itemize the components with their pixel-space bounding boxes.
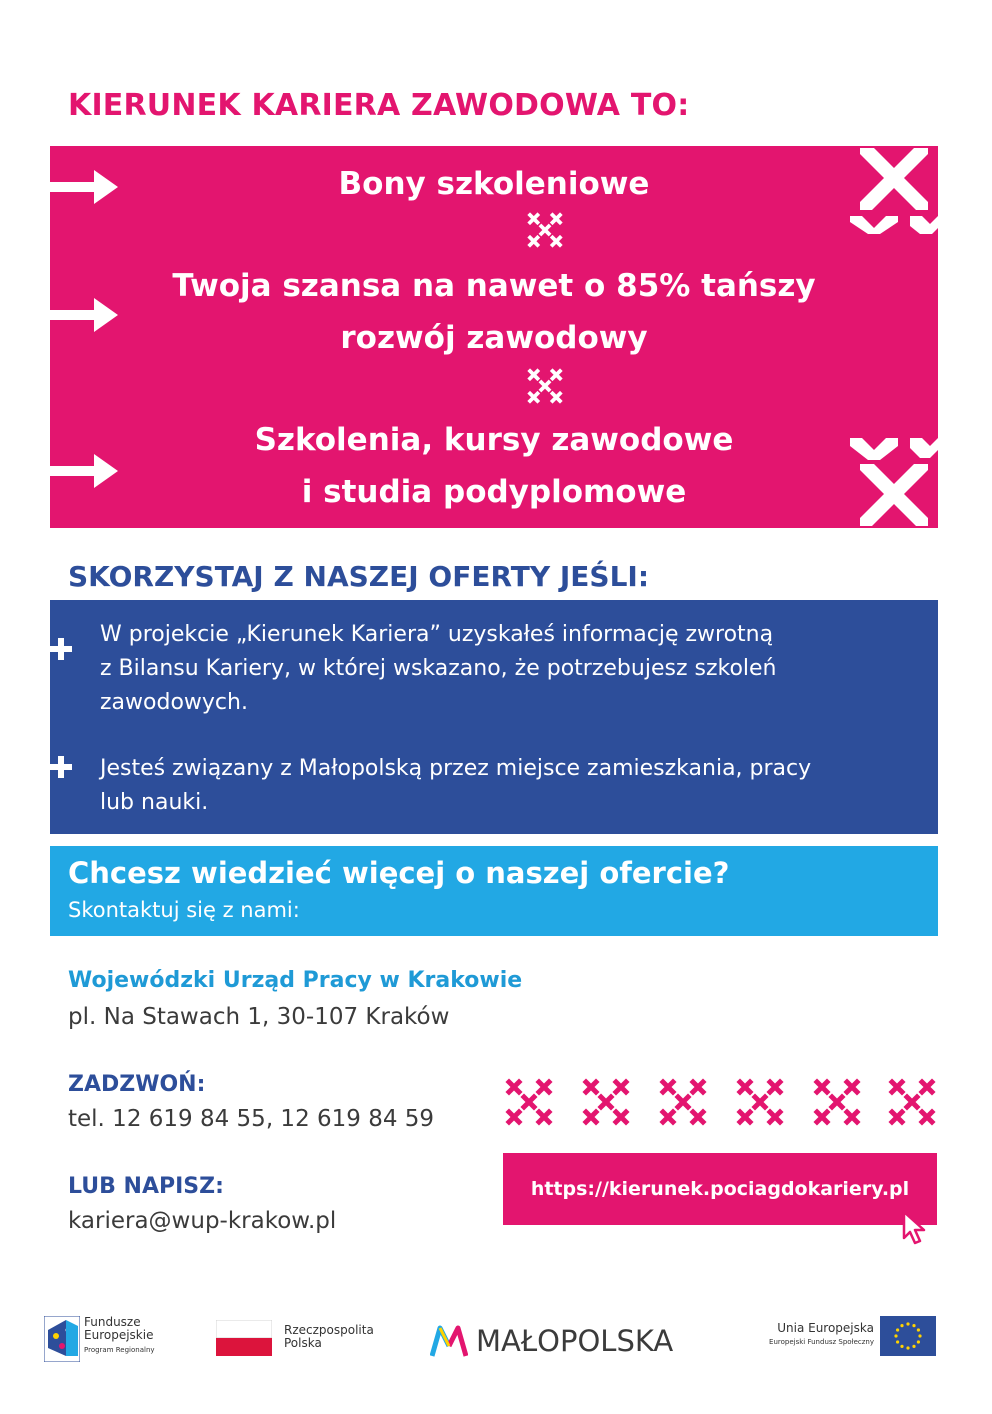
offer-conditions-panel bbox=[50, 600, 938, 834]
polish-flag-icon bbox=[216, 1320, 272, 1356]
contact-banner bbox=[50, 846, 938, 936]
contact-banner-subtitle: Skontaktuj się z nami: bbox=[68, 898, 300, 922]
page-title: KIERUNEK KARIERA ZAWODOWA TO: bbox=[68, 88, 690, 123]
benefit-vouchers: Bony szkoleniowe bbox=[338, 166, 650, 202]
write-label: LUB NAPISZ: bbox=[68, 1174, 224, 1199]
x-pattern-icon bbox=[582, 1078, 630, 1126]
benefit-training-line1: Szkolenia, kursy zawodowe bbox=[254, 422, 734, 458]
cursor-pointer-icon bbox=[902, 1210, 928, 1246]
x-pattern-icon bbox=[659, 1078, 707, 1126]
arrow-right-icon bbox=[48, 454, 118, 488]
condition-2-line2: lub nauki. bbox=[100, 790, 209, 815]
malopolska-m-icon bbox=[430, 1324, 468, 1358]
rp-line1: Rzeczpospolita bbox=[284, 1323, 374, 1337]
organization-name: Wojewódzki Urząd Pracy w Krakowie bbox=[68, 968, 523, 993]
ue-line1: Unia Europejska bbox=[777, 1321, 874, 1335]
x-pattern-icon bbox=[736, 1078, 784, 1126]
contact-banner-title: Chcesz wiedzieć więcej o naszej ofercie? bbox=[68, 856, 730, 890]
benefits-panel bbox=[50, 146, 938, 528]
benefit-training-line2: i studia podyplomowe bbox=[301, 474, 687, 510]
benefit-discount-line2: rozwój zawodowy bbox=[340, 320, 648, 356]
rp-line2: Polska bbox=[284, 1336, 322, 1350]
eu-flag-icon bbox=[880, 1316, 936, 1356]
x-pattern-icon bbox=[813, 1078, 861, 1126]
arrow-right-icon bbox=[48, 170, 118, 204]
condition-1 bbox=[100, 618, 930, 720]
organization-address: pl. Na Stawach 1, 30-107 Kraków bbox=[68, 1004, 450, 1030]
fe-line2: Europejskie bbox=[84, 1328, 154, 1342]
x-cross-separator-icon bbox=[527, 368, 563, 404]
website-link-button[interactable] bbox=[503, 1153, 937, 1225]
fundusze-europejskie-emblem-icon bbox=[44, 1316, 80, 1362]
plus-bullet-icon bbox=[50, 638, 72, 660]
benefit-discount-line1: Twoja szansa na nawet o 85% tańszy bbox=[172, 268, 816, 304]
condition-1-line3: zawodowych. bbox=[100, 690, 248, 715]
unia-europejska-logo bbox=[744, 1316, 940, 1360]
x-pattern-icon bbox=[888, 1078, 936, 1126]
ue-line2: Europejski Fundusz Społeczny bbox=[769, 1338, 874, 1346]
email-address[interactable]: kariera@wup-krakow.pl bbox=[68, 1208, 337, 1234]
fe-line1: Fundusze bbox=[84, 1315, 141, 1329]
fundusze-europejskie-logo bbox=[44, 1314, 224, 1366]
phone-numbers[interactable]: tel. 12 619 84 55, 12 619 84 59 bbox=[68, 1106, 435, 1132]
condition-2 bbox=[100, 752, 930, 820]
arrow-right-icon bbox=[48, 298, 118, 332]
plus-bullet-icon bbox=[50, 756, 72, 778]
malopolska-wordmark: MAŁOPOLSKA bbox=[476, 1324, 674, 1358]
offer-heading: SKORZYSTAJ Z NASZEJ OFERTY JEŚLI: bbox=[68, 560, 650, 593]
condition-2-line1: Jesteś związany z Małopolską przez miejsce zamieszkania, pracy bbox=[100, 756, 812, 781]
call-label: ZADZWOŃ: bbox=[68, 1072, 206, 1097]
fe-line3: Program Regionalny bbox=[84, 1346, 155, 1354]
malopolska-logo bbox=[430, 1322, 710, 1362]
x-cross-separator-icon bbox=[527, 212, 563, 248]
condition-1-line1: W projekcie „Kierunek Kariera” uzyskałeś informację zwrotną bbox=[100, 622, 774, 647]
condition-1-line2: z Bilansu Kariery, w której wskazano, że potrzebujesz szkoleń bbox=[100, 656, 777, 681]
website-url[interactable]: https://kierunek.pociagdokariery.pl bbox=[530, 1178, 910, 1200]
x-pattern-icon bbox=[505, 1078, 553, 1126]
rzeczpospolita-logo bbox=[216, 1318, 386, 1358]
